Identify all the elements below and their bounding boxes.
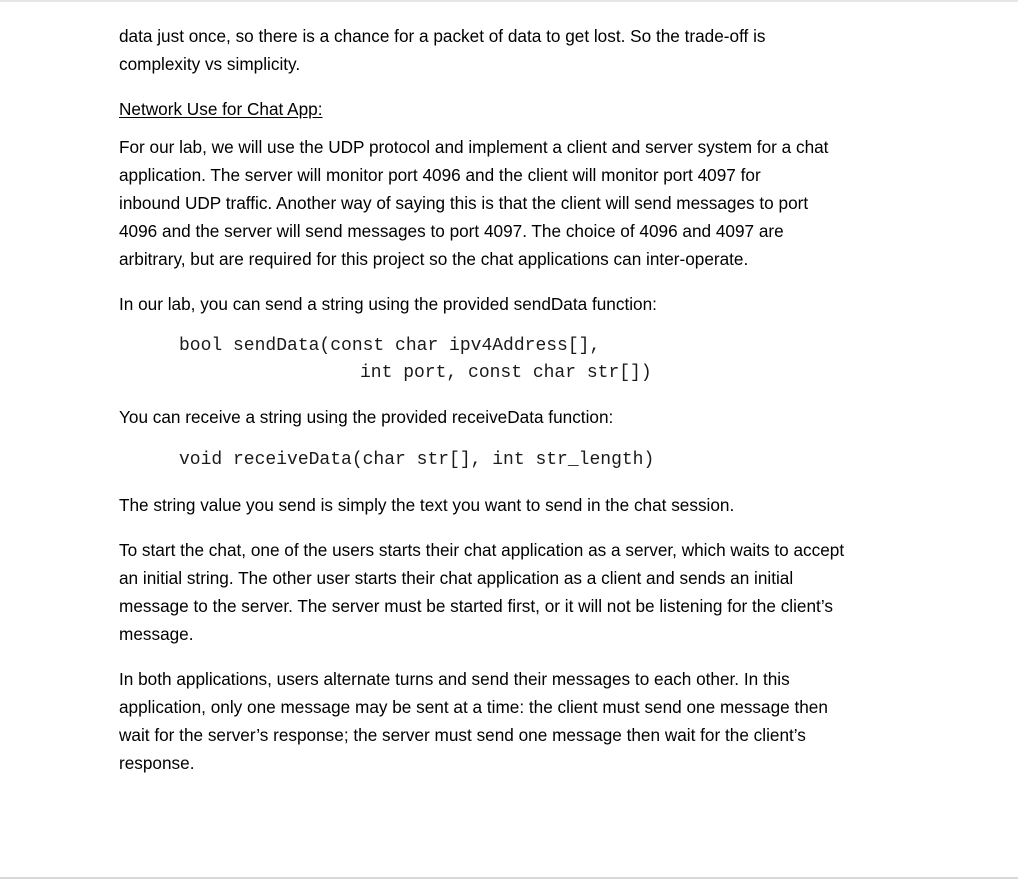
start-chat-line: an initial string. The other user starts their chat application as a client and sends an initial xyxy=(119,568,794,588)
start-chat-paragraph xyxy=(119,536,844,648)
intro-paragraph xyxy=(119,22,766,78)
alternate-line: wait for the server’s response; the server must send one message then wait for the client’s xyxy=(119,725,806,745)
alternate-line: In both applications, users alternate turns and send their messages to each other. In this xyxy=(119,669,790,689)
send-code-line-1: bool sendData(const char ipv4Address[], xyxy=(179,336,601,356)
udp-line: application. The server will monitor port 4096 and the client will monitor port 4097 for xyxy=(119,165,761,185)
send-code-line-2: int port, const char str[]) xyxy=(360,363,652,383)
string-value-paragraph: The string value you send is simply the text you want to send in the chat session. xyxy=(119,495,735,515)
alternate-paragraph xyxy=(119,665,828,777)
receive-code-line: void receiveData(char str[], int str_length) xyxy=(179,450,655,470)
start-chat-line: To start the chat, one of the users starts their chat application as a server, which waits to accept xyxy=(119,540,845,560)
udp-line: inbound UDP traffic. Another way of saying this is that the client will send messages to port xyxy=(119,193,809,213)
intro-line: complexity vs simplicity. xyxy=(119,54,301,74)
alternate-line: application, only one message may be sent at a time: the client must send one message then xyxy=(119,697,828,717)
start-chat-line: message to the server. The server must be started first, or it will not be listening for the client’s xyxy=(119,596,833,616)
receive-intro-paragraph: You can receive a string using the provided receiveData function: xyxy=(119,407,614,427)
udp-line: 4096 and the server will send messages to port 4097. The choice of 4096 and 4097 are xyxy=(119,221,784,241)
udp-paragraph xyxy=(119,133,828,273)
start-chat-line: message. xyxy=(119,624,194,644)
intro-line: data just once, so there is a chance for a packet of data to get lost. So the trade-off is xyxy=(119,26,766,46)
alternate-line: response. xyxy=(119,753,195,773)
send-intro-paragraph: In our lab, you can send a string using the provided sendData function: xyxy=(119,294,657,314)
udp-line: For our lab, we will use the UDP protocol and implement a client and server system for a chat xyxy=(119,137,829,157)
udp-line: arbitrary, but are required for this project so the chat applications can inter-operate. xyxy=(119,249,749,269)
section-heading: Network Use for Chat App: xyxy=(119,99,323,119)
